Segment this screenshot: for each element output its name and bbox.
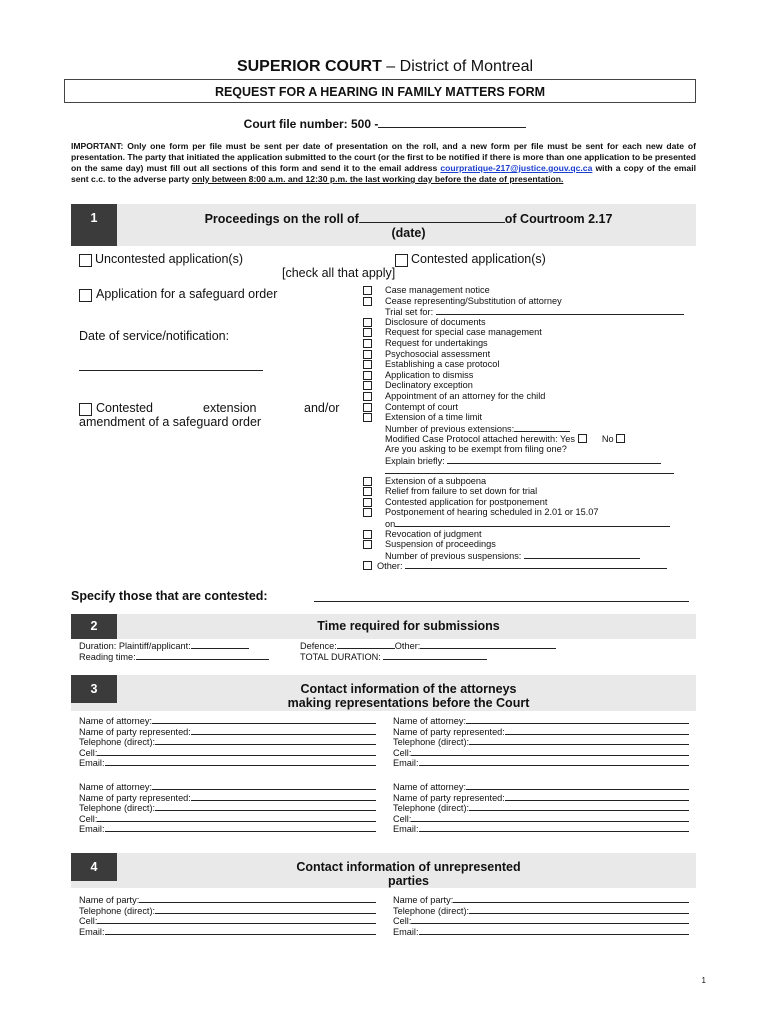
field-label: Telephone (direct): <box>79 737 156 748</box>
total-duration-input[interactable] <box>383 651 487 660</box>
trial-date-input[interactable] <box>436 306 684 315</box>
contact-input[interactable] <box>505 726 689 735</box>
item-label: Trial set for: <box>385 307 434 318</box>
contact-input[interactable] <box>97 915 376 924</box>
item-label: on <box>385 519 396 530</box>
field-label: Name of attorney: <box>79 716 153 726</box>
notice-text-1: IMPORTANT: Only one form per file must be sent per date of presentation on the roll, and a new form per file must be sent for each new date of presentation. The party that initiated the application submitted to the court (or the first to be notified if there is more than one application to be presented on the same day) must fill out all sections of this form and send it to the email address <box>71 141 697 173</box>
field-label: Telephone (direct): <box>393 803 470 814</box>
safeguard-label: Application for a safeguard order <box>96 287 278 301</box>
contact-input[interactable] <box>505 792 689 801</box>
list-item <box>363 412 693 423</box>
item-label: Contested application for postponement <box>385 496 548 507</box>
hearing-date-input[interactable] <box>359 211 505 223</box>
court-name: SUPERIOR COURT <box>236 58 382 75</box>
page-title <box>0 58 770 76</box>
contact-input[interactable] <box>453 894 689 903</box>
explain-input[interactable] <box>447 455 661 464</box>
section-title: making representations before the Court <box>287 696 530 710</box>
contact-input[interactable] <box>469 905 689 914</box>
list-item <box>363 539 693 550</box>
item-label: Contempt of court <box>385 401 459 412</box>
specify-contested-label: Specify those that are contested: <box>71 589 268 603</box>
list-item <box>363 391 693 402</box>
item-label: Suspension of proceedings <box>385 539 496 550</box>
field-label: Name of party represented: <box>79 726 191 737</box>
section-number: 4 <box>71 853 117 881</box>
item-label: Appointment of an attorney for the child <box>385 390 546 401</box>
item-label: Relief from failure to set down for trial <box>385 486 538 497</box>
field-label: Cell: <box>79 747 98 758</box>
field-label: Email: <box>79 926 105 937</box>
check-all-note: [check all that apply] <box>282 266 396 280</box>
list-item <box>363 465 693 476</box>
contact-input[interactable] <box>191 792 376 801</box>
list-item <box>363 455 693 466</box>
field-label: Name of party: <box>79 895 140 905</box>
section-number: 3 <box>71 675 117 703</box>
contact-input[interactable] <box>97 747 376 756</box>
list-item <box>363 518 693 529</box>
item-checkbox[interactable] <box>363 561 372 570</box>
field-label: Cell: <box>393 747 412 758</box>
section-4-header <box>71 853 696 888</box>
duration-field <box>79 640 249 652</box>
contact-input[interactable] <box>155 802 376 811</box>
court-file-input[interactable] <box>378 116 526 128</box>
item-label: Postponement of hearing scheduled in 2.01 or 15.07 <box>385 507 599 518</box>
contact-input[interactable] <box>191 726 376 735</box>
form-title-banner: REQUEST FOR A HEARING IN FAMILY MATTERS FORM <box>64 79 696 103</box>
list-item <box>363 444 693 455</box>
list-item <box>363 349 693 360</box>
item-label: Psychosocial assessment <box>385 348 491 359</box>
item-label: Other: <box>377 561 403 572</box>
court-file-label: Court file number: 500 - <box>243 117 379 131</box>
field-label: Cell: <box>393 916 412 927</box>
notice-text-2: with a copy of the email sent c.c. to the adverse party <box>71 163 696 184</box>
contact-input[interactable] <box>105 757 376 766</box>
postponement-date-input[interactable] <box>395 518 670 527</box>
contested-label: Contested application(s) <box>411 252 546 266</box>
item-checkbox[interactable] <box>363 477 372 486</box>
item-label: Extension of a time limit <box>385 412 483 423</box>
reading-time-field <box>79 651 269 663</box>
field-label: Name of party represented: <box>393 792 505 803</box>
list-item <box>363 327 693 338</box>
list-item <box>363 507 693 518</box>
contact-input[interactable] <box>155 905 376 914</box>
field-label: Name of party represented: <box>79 792 191 803</box>
contact-input[interactable] <box>469 736 689 745</box>
page-number: 1 <box>701 976 706 985</box>
item-checkbox[interactable] <box>363 328 372 337</box>
list-item <box>363 433 693 444</box>
item-label: Establishing a case protocol <box>385 359 500 370</box>
previous-extensions-input[interactable] <box>514 423 570 432</box>
list-item <box>363 402 693 413</box>
item-label: No <box>601 434 614 445</box>
list-item <box>363 338 693 349</box>
contact-input[interactable] <box>155 736 376 745</box>
field-label: Cell: <box>79 916 98 927</box>
reading-time-input[interactable] <box>136 651 269 660</box>
item-checkbox[interactable] <box>363 350 372 359</box>
item-checkbox[interactable] <box>363 392 372 401</box>
item-checkbox[interactable] <box>363 508 372 517</box>
contact-field <box>393 757 689 769</box>
field-label: Email: <box>393 926 419 937</box>
item-checkbox[interactable] <box>363 318 372 327</box>
list-item <box>363 529 693 540</box>
item-label: Explain briefly: <box>385 455 445 466</box>
field-label: Defence: <box>300 641 337 651</box>
previous-suspensions-input[interactable] <box>524 550 640 559</box>
item-label: Number of previous extensions: <box>385 423 515 434</box>
section-title <box>121 211 696 226</box>
item-label: Application to dismiss <box>385 369 474 380</box>
contact-input[interactable] <box>152 715 376 724</box>
date-caption: (date) <box>391 226 426 240</box>
list-item <box>363 476 693 487</box>
item-label: Are you asking to be exempt from filing one? <box>385 443 567 454</box>
notice-deadline: only between 8:00 a.m. and 12:30 p.m. the last working day before the date of presentation. <box>191 174 564 184</box>
contact-input[interactable] <box>469 802 689 811</box>
list-item <box>363 285 693 296</box>
plaintiff-duration-input[interactable] <box>191 640 249 649</box>
section-title: Time required for submissions <box>317 619 500 633</box>
section-title-part: of Courtroom 2.17 <box>504 212 613 226</box>
yes-checkbox[interactable] <box>578 434 587 443</box>
field-label: Duration: Plaintiff/applicant: <box>79 641 191 651</box>
email-link[interactable]: courpratique-217@justice.gouv.qc.ca <box>440 163 593 173</box>
contact-input[interactable] <box>419 823 689 832</box>
item-label: Disclosure of documents <box>385 316 486 327</box>
section-title: Contact information of unrepresented <box>296 860 521 874</box>
contested-extension-label: amendment of a safeguard order <box>79 415 262 429</box>
specify-contested-input[interactable] <box>314 601 689 602</box>
field-label: Name of attorney: <box>79 782 153 792</box>
contact-input[interactable] <box>411 747 689 756</box>
list-item <box>363 486 693 497</box>
contested-extension-label: Contested <box>96 401 153 415</box>
contact-input[interactable] <box>139 894 376 903</box>
field-label: Cell: <box>79 813 98 824</box>
field-label: Reading time: <box>79 652 136 662</box>
contested-extension-label: extension <box>203 401 257 415</box>
contact-input[interactable] <box>152 781 376 790</box>
list-item <box>363 560 693 571</box>
field-label: Name of attorney: <box>393 716 467 726</box>
field-label: TOTAL DURATION: <box>300 652 381 662</box>
item-label: Declinatory exception <box>385 380 473 391</box>
contact-field <box>393 823 689 835</box>
district-name: District of Montreal <box>399 58 534 75</box>
other-duration-input[interactable] <box>420 640 556 649</box>
item-checkbox[interactable] <box>363 540 372 549</box>
contact-input[interactable] <box>411 915 689 924</box>
item-checkbox[interactable] <box>363 487 372 496</box>
contact-field <box>393 926 689 938</box>
list-item <box>363 317 693 328</box>
other-input[interactable] <box>405 560 667 569</box>
item-checkbox[interactable] <box>363 530 372 539</box>
field-label: Telephone (direct): <box>393 737 470 748</box>
total-duration-field <box>300 651 487 663</box>
contact-input[interactable] <box>419 757 689 766</box>
item-label: Case management notice <box>385 285 490 295</box>
item-checkbox[interactable] <box>363 360 372 369</box>
item-checkbox[interactable] <box>363 498 372 507</box>
section-2-header <box>71 614 696 639</box>
contact-input[interactable] <box>411 813 689 822</box>
list-item <box>363 359 693 370</box>
section-number: 2 <box>71 614 117 639</box>
no-checkbox[interactable] <box>616 434 625 443</box>
item-checkbox[interactable] <box>363 381 372 390</box>
contact-input[interactable] <box>419 926 689 935</box>
section-title: Contact information of the attorneys <box>300 682 517 696</box>
list-item <box>363 550 693 561</box>
section-title: parties <box>388 874 429 888</box>
field-label: Name of party represented: <box>393 726 505 737</box>
court-file-number <box>0 116 770 131</box>
item-checkbox[interactable] <box>363 286 372 295</box>
contact-input[interactable] <box>466 781 689 790</box>
item-checkbox[interactable] <box>363 339 372 348</box>
item-checkbox[interactable] <box>363 371 372 380</box>
contact-input[interactable] <box>97 813 376 822</box>
item-label: Number of previous suspensions: <box>385 550 522 561</box>
title-dash: – <box>381 58 400 75</box>
field-label: Cell: <box>393 813 412 824</box>
contact-field <box>79 823 376 835</box>
date-service-label: Date of service/notification: <box>79 329 230 343</box>
uncontested-checkbox[interactable] <box>79 254 92 267</box>
section-title-part: Proceedings on the roll of <box>204 212 359 226</box>
defence-duration-input[interactable] <box>337 640 395 649</box>
contact-input[interactable] <box>105 823 376 832</box>
field-label: Email: <box>393 758 419 769</box>
field-label: Other: <box>394 641 421 651</box>
item-label: Cease representing/Substitution of attorney <box>385 295 562 306</box>
field-label: Name of party: <box>393 895 454 905</box>
contact-input[interactable] <box>105 926 376 935</box>
item-label: Request for special case management <box>385 327 542 338</box>
item-checkbox[interactable] <box>363 403 372 412</box>
section-number: 1 <box>71 204 117 246</box>
date-service-input[interactable] <box>79 370 263 371</box>
item-label: Revocation of judgment <box>385 528 482 539</box>
item-label: Modified Case Protocol attached herewith: Yes <box>385 434 575 445</box>
section-3-header <box>71 675 696 711</box>
list-item <box>363 306 693 317</box>
uncontested-label: Uncontested application(s) <box>95 252 243 266</box>
list-item <box>363 497 693 508</box>
contested-extension-label: and/or <box>304 401 340 415</box>
explain-input-line-2[interactable] <box>385 465 674 474</box>
list-item <box>363 423 693 434</box>
application-checklist <box>363 285 693 571</box>
contact-field <box>79 926 376 938</box>
item-checkbox[interactable] <box>363 413 372 422</box>
item-checkbox[interactable] <box>363 297 372 306</box>
section-1-header <box>71 204 696 246</box>
field-label: Email: <box>393 824 419 835</box>
field-label: Name of attorney: <box>393 782 467 792</box>
contested-checkbox[interactable] <box>395 254 408 267</box>
contact-input[interactable] <box>466 715 689 724</box>
list-item <box>363 370 693 381</box>
field-label: Email: <box>79 758 105 769</box>
item-label: Extension of a subpoena <box>385 475 487 486</box>
important-notice <box>71 141 696 185</box>
field-label: Telephone (direct): <box>79 803 156 814</box>
item-label: Request for undertakings <box>385 337 488 348</box>
field-label: Telephone (direct): <box>79 905 156 916</box>
list-item <box>363 380 693 391</box>
field-label: Telephone (direct): <box>393 905 470 916</box>
defence-field <box>300 640 556 652</box>
field-label: Email: <box>79 824 105 835</box>
contact-field <box>79 757 376 769</box>
list-item <box>363 296 693 307</box>
safeguard-checkbox[interactable] <box>79 289 92 302</box>
